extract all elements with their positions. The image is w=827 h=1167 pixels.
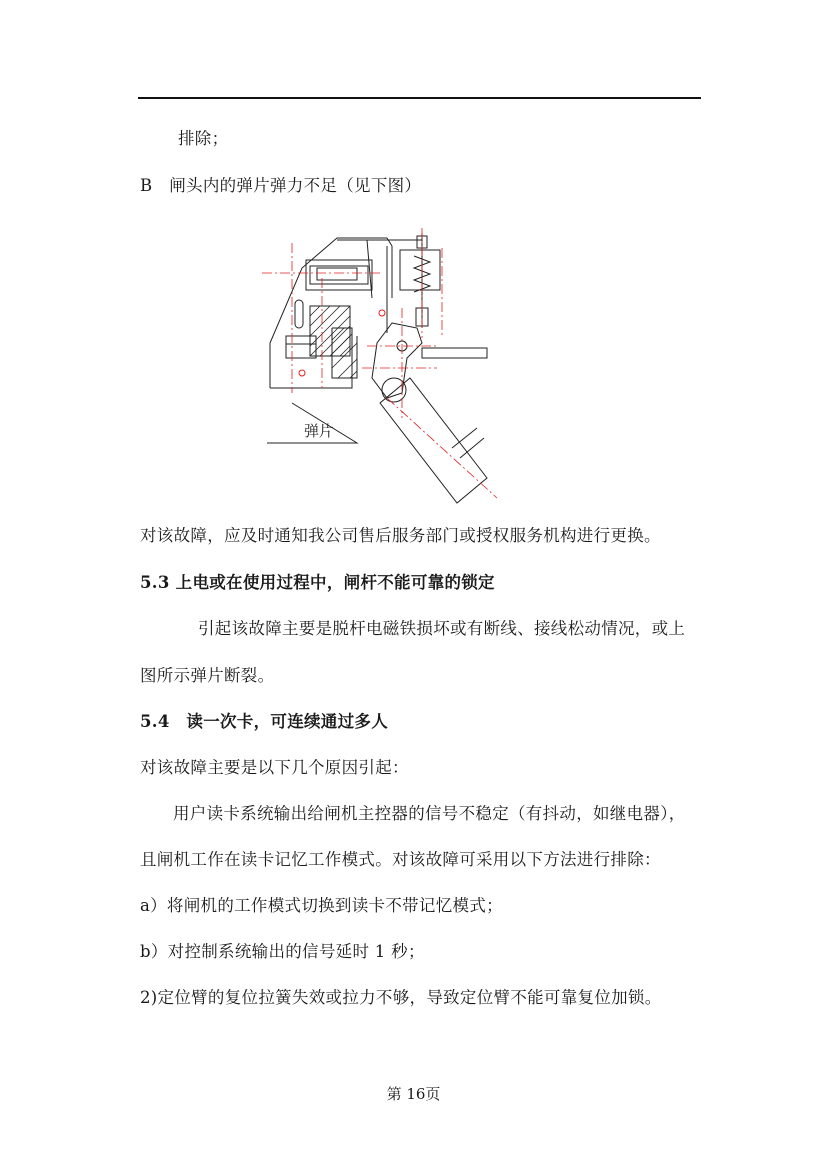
text-line-1: 排除；	[178, 129, 229, 148]
text-line-9: 用户读卡系统输出给闸机主控器的信号不稳定（有抖动，如继电器），	[173, 804, 686, 823]
text-line-13: 2)定位臂的复位拉簧失效或拉力不够，导致定位臂不能可靠复位加锁。	[140, 988, 662, 1007]
text-line-12: b）对控制系统输出的信号延时 1 秒；	[140, 942, 425, 961]
text-line-2: B 闸头内的弹片弹力不足（见下图）	[140, 176, 422, 195]
section-heading-5-4: 5.4 读一次卡，可连续通过多人	[140, 712, 389, 731]
header-rule	[138, 97, 701, 99]
text-line-6: 图所示弹片断裂。	[140, 666, 275, 685]
text-line-5: 引起该故障主要是脱杆电磁铁损坏或有断线、接线松动情况，或上	[198, 619, 686, 638]
slot	[295, 300, 303, 328]
figure-label: 弹片	[304, 422, 335, 440]
text-line-10: 且闸机工作在读卡记忆工作模式。对该故障可采用以下方法进行排除：	[140, 850, 661, 869]
text-line-3: 对该故障，应及时通知我公司售后服务部门或授权服务机构进行更换。	[140, 526, 661, 545]
page-number: 第 16页	[386, 1085, 441, 1103]
right-bar	[422, 348, 487, 358]
text-line-11: a）将闸机的工作模式切换到读卡不带记忆模式；	[140, 896, 503, 915]
section-heading-5-3: 5.3 上电或在使用过程中，闸杆不能可靠的锁定	[140, 573, 495, 592]
text-line-8: 对该故障主要是以下几个原因引起：	[140, 758, 409, 777]
top-block	[306, 260, 372, 290]
gate-head-spring-diagram	[262, 228, 502, 510]
lever	[372, 323, 422, 398]
